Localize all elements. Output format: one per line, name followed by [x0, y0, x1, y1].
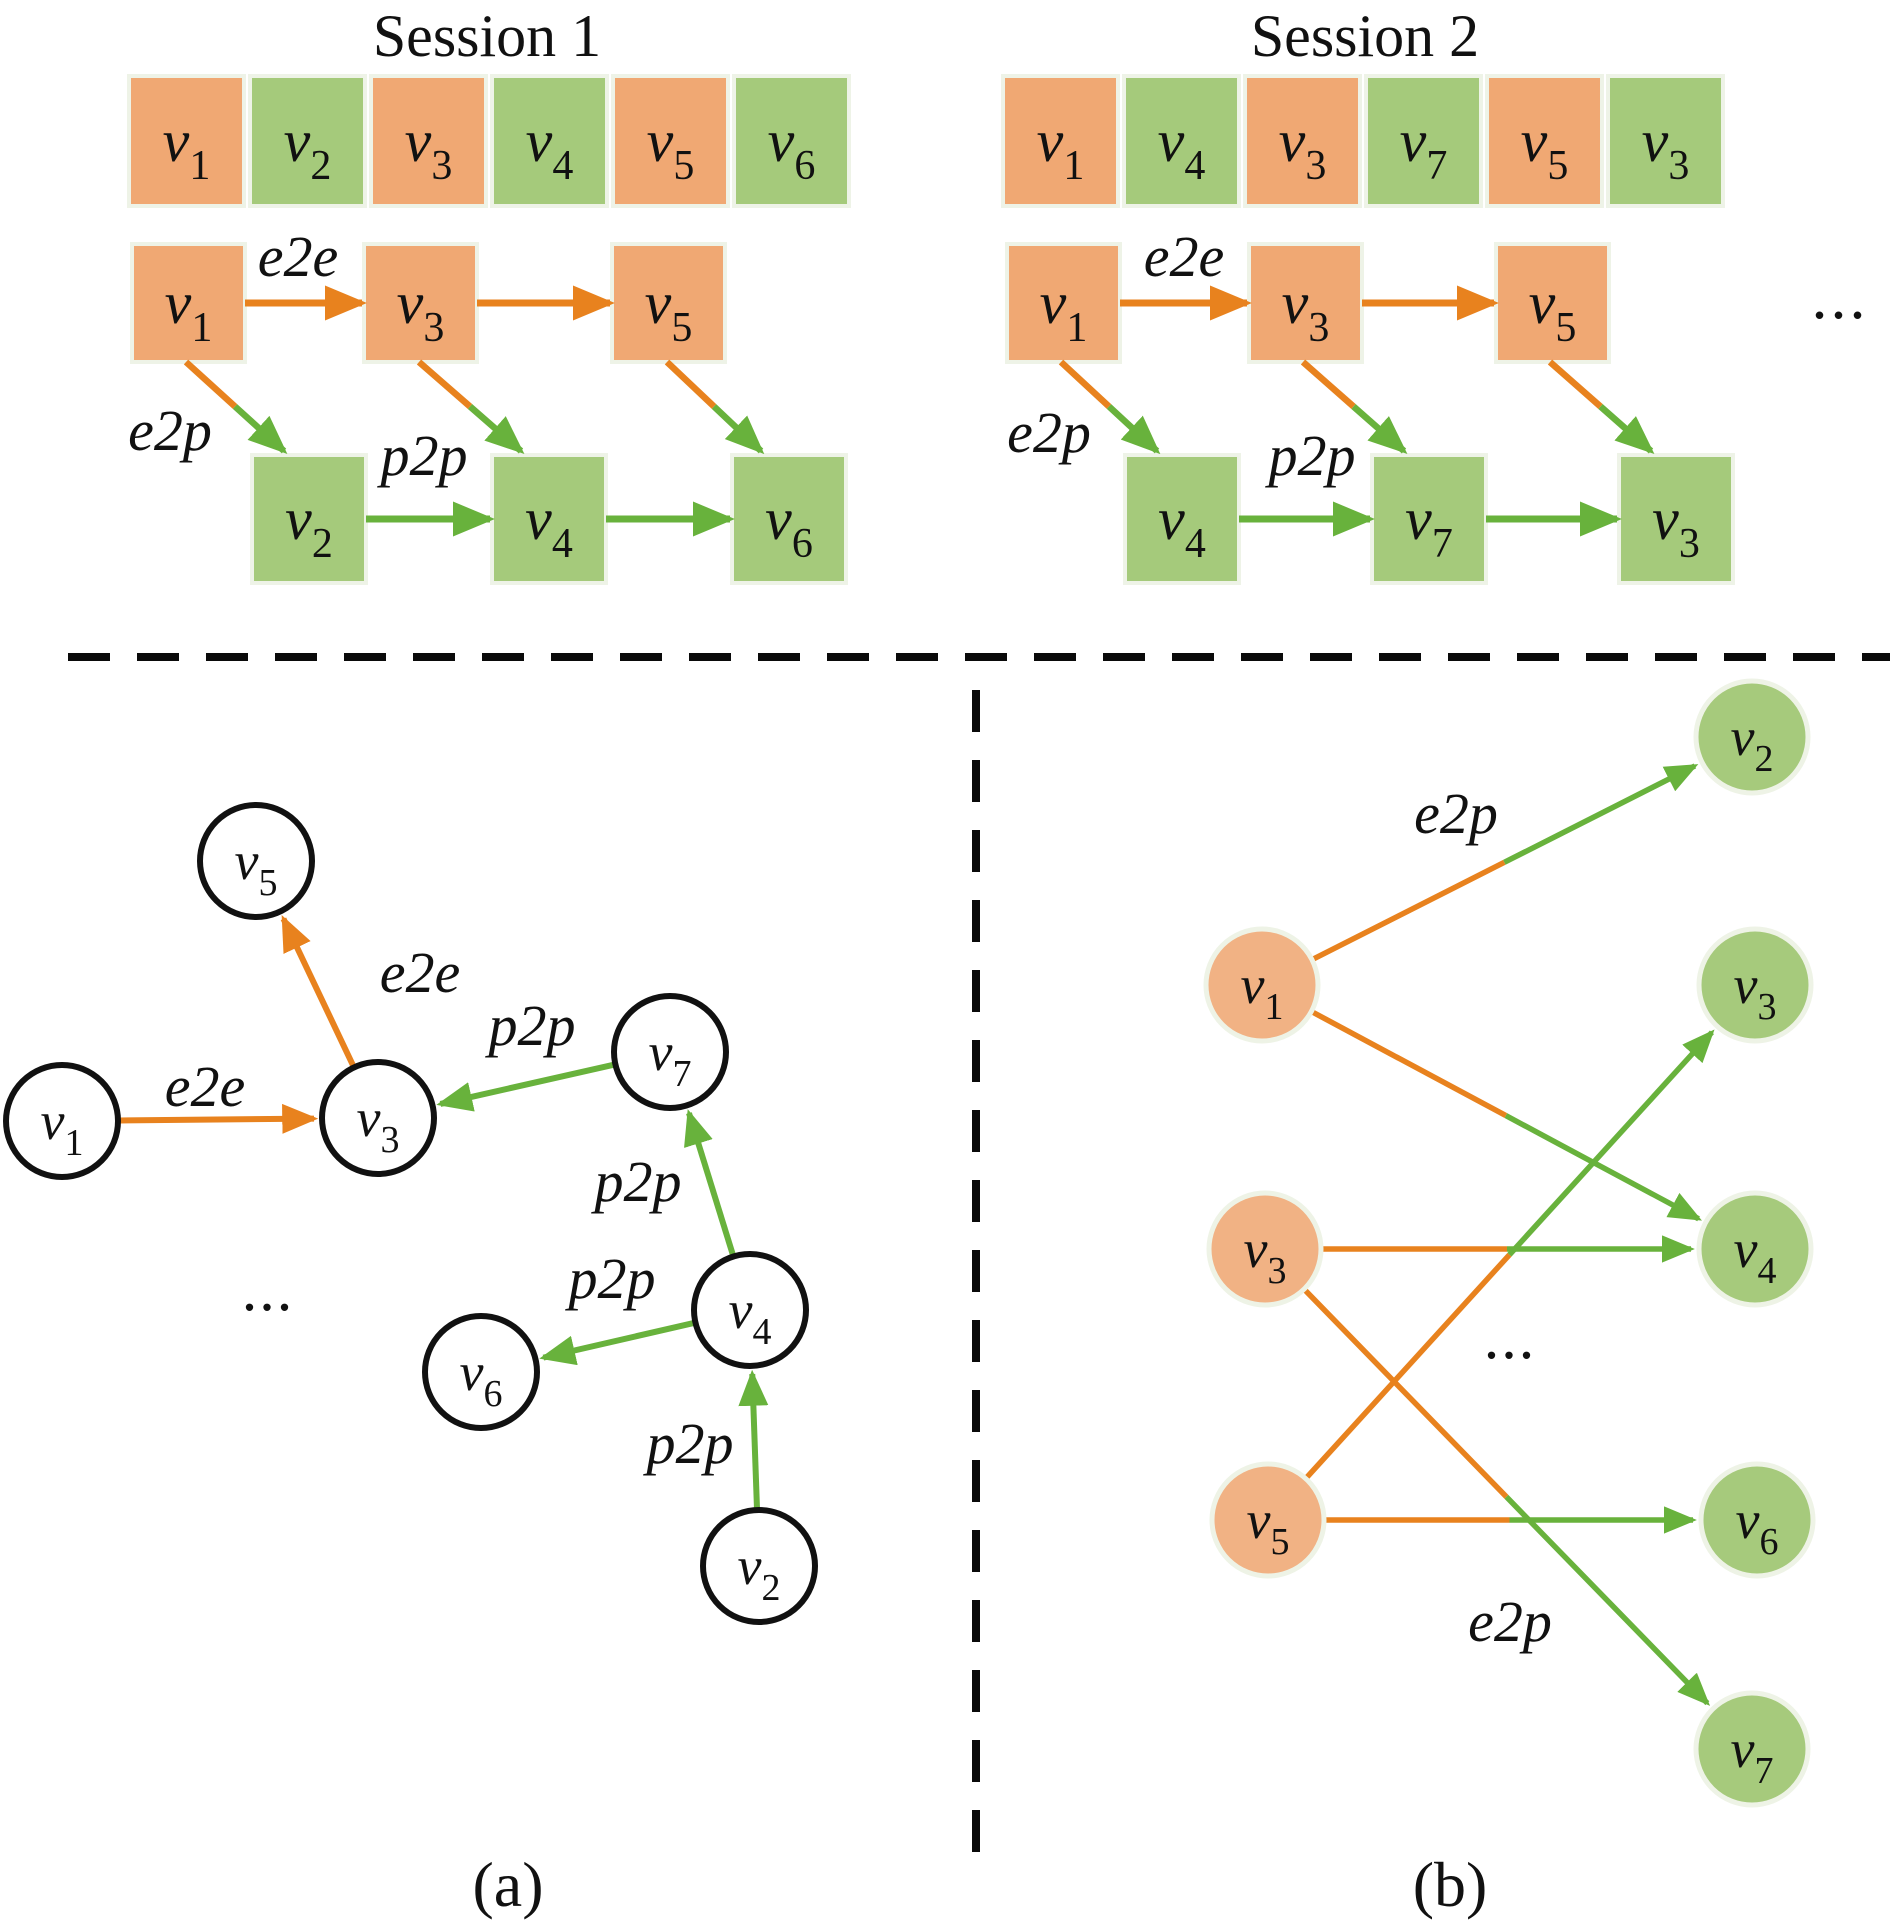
session1-edge-label-e2e: e2e: [257, 224, 339, 289]
panel-b-edge-v1-v2-page-half: [1504, 766, 1695, 862]
session1-e2p-arrow-0-page-half: [235, 407, 284, 452]
panel-b-edge-v1-v4-entity-half: [1313, 1012, 1506, 1115]
panel-b-edge-label-e2p-1: e2p: [1468, 1589, 1552, 1654]
session1-seq-label-v2: $v_2$: [283, 108, 332, 189]
session1-e2p-arrow-1-page-half: [470, 407, 521, 452]
session2-seq-label-v3: $v_3$: [1278, 108, 1327, 189]
session2-graph-page-label-v4: $v_4$: [1158, 486, 1206, 567]
session2-e2p-arrow-2-page-half: [1601, 407, 1652, 452]
panel-a-node-label-v7: $v_7$: [648, 1022, 692, 1095]
session2-seq-label-v3: $v_3$: [1641, 108, 1690, 189]
session2-e2p-arrow-1-entity-half: [1303, 362, 1354, 407]
panel-b-entity-label-v3: $v_3$: [1243, 1219, 1287, 1292]
session1-graph-entity-label-v1: $v_1$: [164, 270, 213, 351]
session2-e2p-arrow-1-page-half: [1354, 407, 1405, 452]
panel-a-edge-label-p2p-2: p2p: [488, 993, 576, 1058]
panel-a-edge-v4-v7: [689, 1113, 733, 1254]
session2-seq-label-v7: $v_7$: [1399, 108, 1448, 189]
panel-a-node-label-v6: $v_6$: [459, 1342, 503, 1415]
panel-a-edge-v4-v6: [543, 1323, 693, 1358]
panel-a-edge-label-p2p-4: p2p: [568, 1246, 656, 1311]
session2-seq-label-v5: $v_5$: [1520, 108, 1569, 189]
session1-seq-label-v6: $v_6$: [767, 108, 816, 189]
session1-e2p-arrow-1-entity-half: [419, 362, 470, 407]
panel-a-node-label-v2: $v_2$: [737, 1536, 781, 1609]
panel-b-entity-label-v5: $v_5$: [1246, 1490, 1290, 1563]
session2-seq-label-v1: $v_1$: [1036, 108, 1085, 189]
panel-a-edge-label-p2p-3: p2p: [594, 1149, 682, 1214]
panel-a-caption: (a): [472, 1849, 544, 1920]
panel-b-page-label-v4: $v_4$: [1733, 1219, 1777, 1292]
panel-a-edge-v7-v3: [440, 1065, 613, 1104]
panel-a-edge-label-p2p-5: p2p: [646, 1411, 734, 1476]
panel-b-edge-v3-v7-entity-half: [1305, 1291, 1506, 1497]
session1-graph-page-label-v4: $v_4$: [525, 486, 573, 567]
session1-edge-label-p2p: p2p: [380, 423, 468, 488]
session2-e2p-arrow-0-page-half: [1109, 407, 1157, 452]
panel-b-edge-v1-v4-page-half: [1506, 1116, 1699, 1219]
panel-b-caption: (b): [1412, 1849, 1488, 1920]
session2-graph-page-label-v7: $v_7$: [1405, 486, 1453, 567]
session1-e2p-arrow-2-page-half: [714, 407, 761, 452]
session1-title: Session 1: [372, 3, 602, 69]
panel-a-node-label-v1: $v_1$: [40, 1091, 84, 1164]
panel-b-page-label-v7: $v_7$: [1730, 1719, 1774, 1792]
panel-b-edge-label-e2p-0: e2p: [1414, 781, 1498, 846]
panel-b-page-label-v3p: $v_3$: [1733, 955, 1777, 1028]
panel-a-edge-v3-v5: [283, 919, 353, 1066]
session2-edge-label-p2p: p2p: [1268, 423, 1356, 488]
panel-a-node-label-v3: $v_3$: [356, 1088, 400, 1161]
panel-b-edge-v1-v2-entity-half: [1314, 862, 1505, 958]
session2-graph-entity-label-v3: $v_3$: [1281, 270, 1330, 351]
panel-a-edge-v2-v4: [752, 1374, 757, 1508]
session1-seq-label-v1: $v_1$: [162, 108, 211, 189]
session2-graph-entity-label-v1: $v_1$: [1039, 270, 1088, 351]
session2-title: Session 2: [1250, 3, 1480, 69]
session1-graph-page-label-v2: $v_2$: [285, 486, 333, 567]
session1-graph-entity-label-v5: $v_5$: [644, 270, 693, 351]
session1-graph-page-label-v6: $v_6$: [765, 486, 813, 567]
session2-ellipsis: ...: [1811, 261, 1869, 332]
session2-e2p-arrow-2-entity-half: [1550, 362, 1601, 407]
panel-a-edge-label-e2e-1: e2e: [379, 940, 461, 1005]
session1-edge-label-e2p: e2p: [128, 398, 212, 463]
panel-b-edge-v5-v3p-entity-half: [1307, 1255, 1509, 1477]
panel-b-page-label-v6: $v_6$: [1735, 1490, 1779, 1563]
session2-edge-label-e2p: e2p: [1007, 400, 1091, 465]
panel-a-node-label-v5: $v_5$: [234, 831, 278, 904]
session1-seq-label-v5: $v_5$: [646, 108, 695, 189]
session1-seq-label-v3: $v_3$: [404, 108, 453, 189]
session1-seq-label-v4: $v_4$: [525, 108, 574, 189]
session2-edge-label-e2e: e2e: [1143, 224, 1225, 289]
session1-graph-entity-label-v3: $v_3$: [396, 270, 445, 351]
session1-e2p-arrow-2-entity-half: [667, 362, 714, 407]
panel-b-page-label-v2: $v_2$: [1730, 707, 1774, 780]
session2-graph-page-label-v3: $v_3$: [1652, 486, 1700, 567]
panel-a-ellipsis: ...: [241, 1256, 295, 1324]
panel-b-ellipsis: ...: [1483, 1304, 1537, 1372]
session2-graph-entity-label-v5: $v_5$: [1528, 270, 1577, 351]
panel-a-node-label-v4: $v_4$: [728, 1280, 772, 1353]
panel-b-edge-v5-v3p-page-half: [1509, 1032, 1711, 1254]
session2-seq-label-v4: $v_4$: [1157, 108, 1206, 189]
panel-a-edge-label-e2e-0: e2e: [164, 1054, 246, 1119]
panel-b-entity-label-v1: $v_1$: [1240, 955, 1284, 1028]
